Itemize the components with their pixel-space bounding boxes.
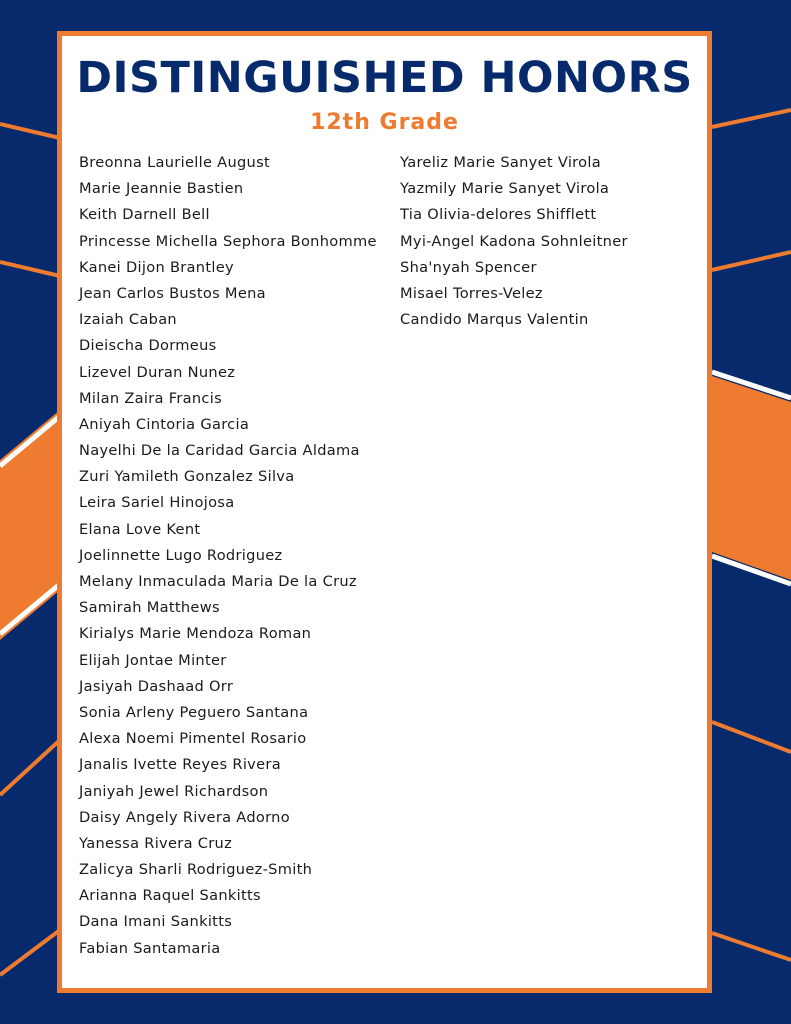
honoree-name: Kirialys Marie Mendoza Roman (79, 625, 312, 643)
honoree-name: Princesse Michella Sephora Bonhomme (79, 232, 377, 250)
honoree-name: Lizevel Duran Nunez (79, 363, 236, 381)
honors-card (57, 31, 712, 993)
names-column-1 (79, 150, 377, 962)
honoree-name: Breonna Laurielle August (79, 154, 271, 171)
honoree-name: Jasiyah Dashaad Orr (79, 677, 234, 695)
page-title: DISTINGUISHED HONORS (76, 53, 693, 103)
honoree-name: Candido Marqus Valentin (400, 311, 589, 329)
honoree-name: Yanessa Rivera Cruz (79, 834, 233, 852)
honoree-name: Janiyah Jewel Richardson (79, 782, 269, 800)
honoree-name: Zuri Yamileth Gonzalez Silva (79, 468, 295, 486)
honoree-name: Dieischa Dormeus (79, 337, 217, 355)
honoree-name: Misael Torres-Velez (400, 284, 543, 302)
honoree-name: Nayelhi De la Caridad Garcia Aldama (79, 442, 360, 460)
honoree-name: Myi-Angel Kadona Sohnleitner (400, 232, 628, 250)
honoree-name: Tia Olivia-delores Shifflett (400, 206, 597, 224)
honoree-name: Zalicya Sharli Rodriguez-Smith (79, 861, 313, 879)
honoree-name: Daisy Angely Rivera Adorno (79, 808, 290, 826)
honoree-name: Yazmily Marie Sanyet Virola (400, 180, 610, 198)
honoree-name: Milan Zaira Francis (79, 389, 223, 407)
honoree-name: Janalis Ivette Reyes Rivera (79, 756, 281, 774)
honoree-name: Elana Love Kent (79, 520, 201, 538)
honoree-name: Alexa Noemi Pimentel Rosario (79, 730, 307, 748)
honoree-name: Marie Jeannie Bastien (79, 180, 244, 198)
honoree-name: Yareliz Marie Sanyet Virola (400, 154, 601, 171)
honoree-name: Dana Imani Sankitts (79, 913, 233, 931)
names-column-2 (400, 150, 628, 333)
honoree-name: Aniyah Cintoria Garcia (79, 415, 250, 433)
honoree-name: Kanei Dijon Brantley (79, 258, 234, 276)
honoree-name: Izaiah Caban (79, 311, 177, 329)
honoree-name: Joelinnette Lugo Rodriguez (79, 546, 283, 564)
honoree-name: Sha'nyah Spencer (400, 258, 537, 276)
honoree-name: Elijah Jontae Minter (79, 651, 227, 669)
honoree-name: Jean Carlos Bustos Mena (79, 284, 266, 302)
grade-subtitle: 12th Grade (310, 110, 459, 135)
honoree-name: Sonia Arleny Peguero Santana (79, 703, 309, 721)
honoree-name: Arianna Raquel Sankitts (79, 887, 261, 905)
honoree-name: Fabian Santamaria (79, 939, 221, 957)
honoree-name: Keith Darnell Bell (79, 206, 210, 224)
honoree-name: Samirah Matthews (79, 599, 220, 617)
honoree-name: Leira Sariel Hinojosa (79, 494, 235, 512)
right-orange-band (712, 376, 791, 580)
honoree-name: Melany Inmaculada Maria De la Cruz (79, 573, 357, 590)
